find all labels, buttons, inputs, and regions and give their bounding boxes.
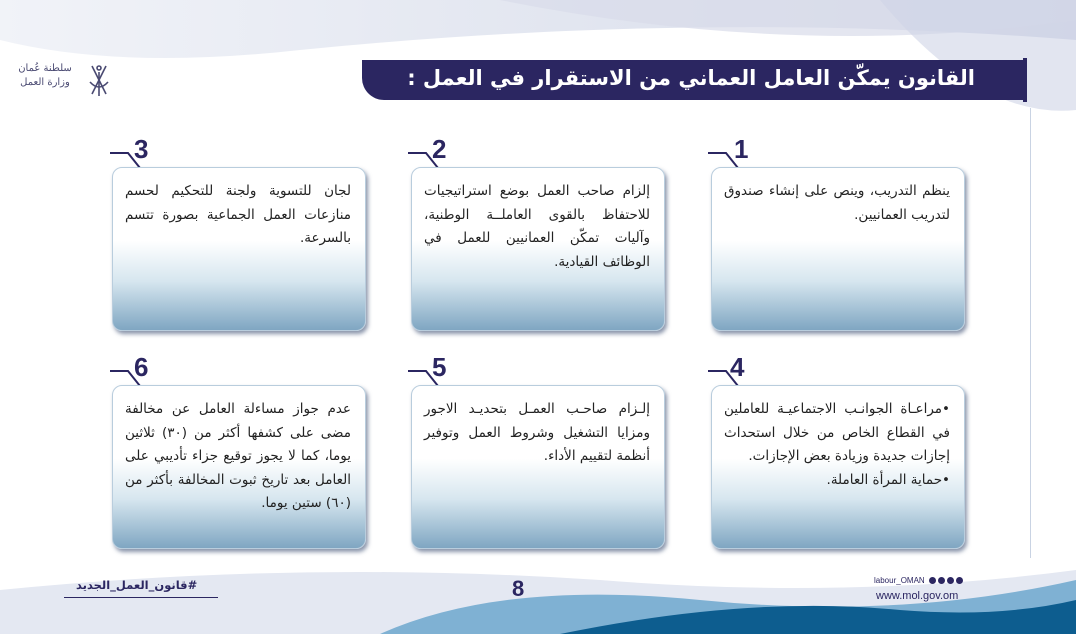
info-card-5 xyxy=(411,385,665,549)
page-number: 8 xyxy=(512,576,525,601)
card-number: 5 xyxy=(432,352,447,382)
ministry-name-line2: وزارة العمل xyxy=(20,77,70,88)
card-number: 1 xyxy=(734,134,749,164)
card-number: 6 xyxy=(134,352,149,382)
card-text: إلـزام صاحـب العمـل بتحديـد الاجور ومزايا التشغيل وشروط العمل وتوفير أنظمة لتقييم الأداء. xyxy=(424,401,650,464)
twitter-icon[interactable] xyxy=(947,577,954,584)
hashtag-underline xyxy=(64,597,218,598)
card-number: 3 xyxy=(134,134,149,164)
hashtag[interactable]: #قانون_العمل_الجديد xyxy=(76,578,198,592)
info-card-1 xyxy=(711,167,965,331)
title-accent xyxy=(1023,58,1027,102)
card-text: ينظم التدريب، وينص على إنشاء صندوق لتدريب العمانيين. xyxy=(724,183,950,223)
facebook-icon[interactable] xyxy=(929,577,936,584)
card-text xyxy=(724,398,950,492)
info-card-6 xyxy=(112,385,366,549)
card-number: 2 xyxy=(432,134,447,164)
info-card-3 xyxy=(112,167,366,331)
page-title: القانون يمكّن العامل العماني من الاستقرار في العمل : xyxy=(407,66,975,90)
card-number: 4 xyxy=(730,352,745,382)
website-link[interactable]: www.mol.gov.om xyxy=(876,590,959,602)
page-title-bar xyxy=(362,60,1023,100)
frame-line xyxy=(1030,108,1031,558)
social-handles[interactable] xyxy=(874,576,963,585)
card-text: لجان للتسوية ولجنة للتحكيم لحسم منازعات العمل الجماعية بصورة تتسم بالسرعة. xyxy=(125,183,351,246)
ministry-name-line1: سلطنة عُمان xyxy=(18,63,72,74)
instagram-icon[interactable] xyxy=(956,577,963,584)
card-bullet: •مراعـاة الجوانـب الاجتماعيـة للعاملين في القطاع الخاص من خلال استحداث إجازات جديدة وزيادة بعض الإجازات. xyxy=(724,401,950,464)
info-card-2 xyxy=(411,167,665,331)
social-handle: labour_OMAN xyxy=(874,576,925,585)
youtube-icon[interactable] xyxy=(938,577,945,584)
info-card-4 xyxy=(711,385,965,549)
card-bullet: •حماية المرأة العاملة. xyxy=(826,471,950,488)
card-text: إلزام صاحب العمل بوضع استراتيجيات للاحتفاظ بالقوى العاملــة الوطنية، وآليات تمكّن العمانيين للعمل في الوظائف القيادية. xyxy=(424,183,650,270)
card-text: عدم جواز مساءلة العامل عن مخالفة مضى على كشفها أكثر من (٣٠) ثلاثين يوما، كما لا يجوز توقيع جزاء تأديبي على العامل بعد تاريخ ثبوت المخالفة بأكثر من (٦٠) ستين يوما. xyxy=(125,401,351,511)
ministry-name xyxy=(14,62,76,90)
